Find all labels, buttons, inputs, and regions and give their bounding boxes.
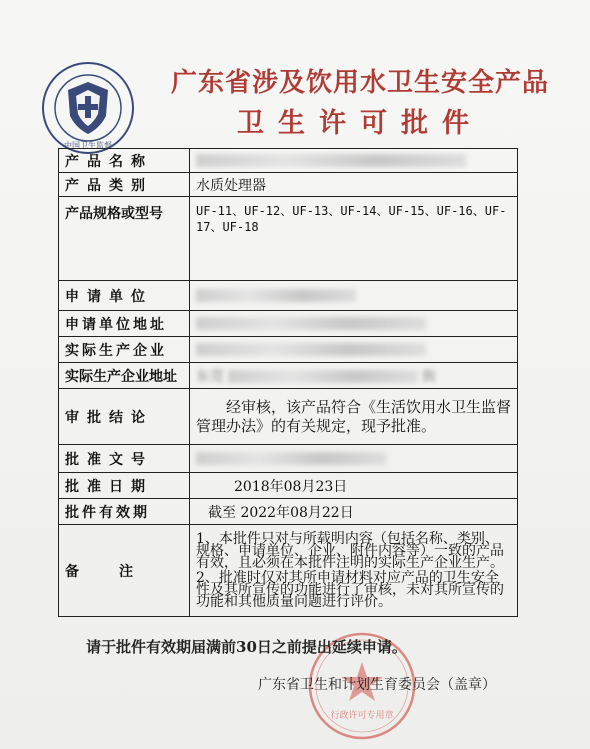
row-product-name (59, 149, 518, 173)
value-manufacturer (190, 337, 518, 363)
label-validity: 批件有效期 (59, 499, 190, 525)
label-product-category: 产品类别 (59, 173, 190, 197)
label-product-name: 产品名称 (59, 149, 190, 173)
label-manufacturer: 实际生产企业 (59, 337, 190, 363)
redacted-block (196, 154, 466, 167)
value-remarks (190, 525, 518, 617)
value-model: UF-11、UF-12、UF-13、UF-14、UF-15、UF-16、UF-17、UF-18 (190, 197, 518, 281)
row-validity (59, 499, 518, 525)
redacted-block (196, 289, 356, 302)
row-model (59, 197, 518, 281)
label-manufacturer-address: 实际生产企业地址 (59, 363, 190, 389)
value-applicant (190, 281, 518, 311)
row-manufacturer-address (59, 363, 518, 389)
value-manufacturer-address: 东莞 街 (190, 363, 518, 389)
issuing-authority: 广东省卫生和计划生育委员会（盖章） (258, 677, 496, 693)
label-conclusion: 审批结论 (59, 389, 190, 445)
redacted-block (196, 452, 386, 465)
row-manufacturer (59, 337, 518, 363)
row-conclusion (59, 389, 518, 445)
row-remarks (59, 525, 518, 617)
renewal-notice: 请于批件有效期届满前30日之前提出延续申请。 (86, 638, 407, 656)
value-product-name (190, 149, 518, 173)
value-validity: 截至 2022年08月22日 (190, 499, 518, 525)
value-approval-number (190, 445, 518, 473)
value-product-category: 水质处理器 (190, 173, 518, 197)
label-remarks: 备注 (59, 525, 190, 617)
redacted-block (196, 343, 426, 356)
value-applicant-address (190, 311, 518, 337)
label-applicant-address: 申请单位地址 (59, 311, 190, 337)
label-approval-number: 批准文号 (59, 445, 190, 473)
label-model: 产品规格或型号 (59, 197, 190, 281)
remark-note-2: 2、批准时仅对其所申请材料对应产品的卫生安全性及其所宣传的功能进行了审核，未对其所宣传的功能和其他质量问题进行评价。 (196, 570, 504, 610)
svg-text:中国卫生监督: 中国卫生监督 (64, 141, 112, 150)
health-inspection-emblem-icon (40, 60, 136, 156)
row-applicant-address (59, 311, 518, 337)
row-applicant (59, 281, 518, 311)
document-title-line2: 卫生许可批件 (237, 108, 483, 139)
document-title-line1: 广东省涉及饮用水卫生安全产品 (170, 68, 549, 98)
permit-table (58, 148, 518, 617)
label-approval-date: 批准日期 (59, 473, 190, 499)
row-approval-number (59, 445, 518, 473)
value-conclusion: 经审核，该产品符合《生活饮用水卫生监督管理办法》的有关规定，现予批准。 (190, 389, 518, 445)
remark-note-1: 1、本批件只对与所载明内容（包括名称、类别、规格、申请单位、企业、附件内容等）一致的产品有效，且必须在本批件注明的实际生产企业生产。 (196, 531, 504, 571)
row-product-category (59, 173, 518, 197)
value-approval-date: 2018年08月23日 (190, 473, 518, 499)
redacted-block (228, 370, 418, 383)
svg-text:行政许可专用章: 行政许可专用章 (330, 711, 394, 721)
label-applicant: 申请单位 (59, 281, 190, 311)
row-approval-date (59, 473, 518, 499)
redacted-block (196, 317, 426, 330)
